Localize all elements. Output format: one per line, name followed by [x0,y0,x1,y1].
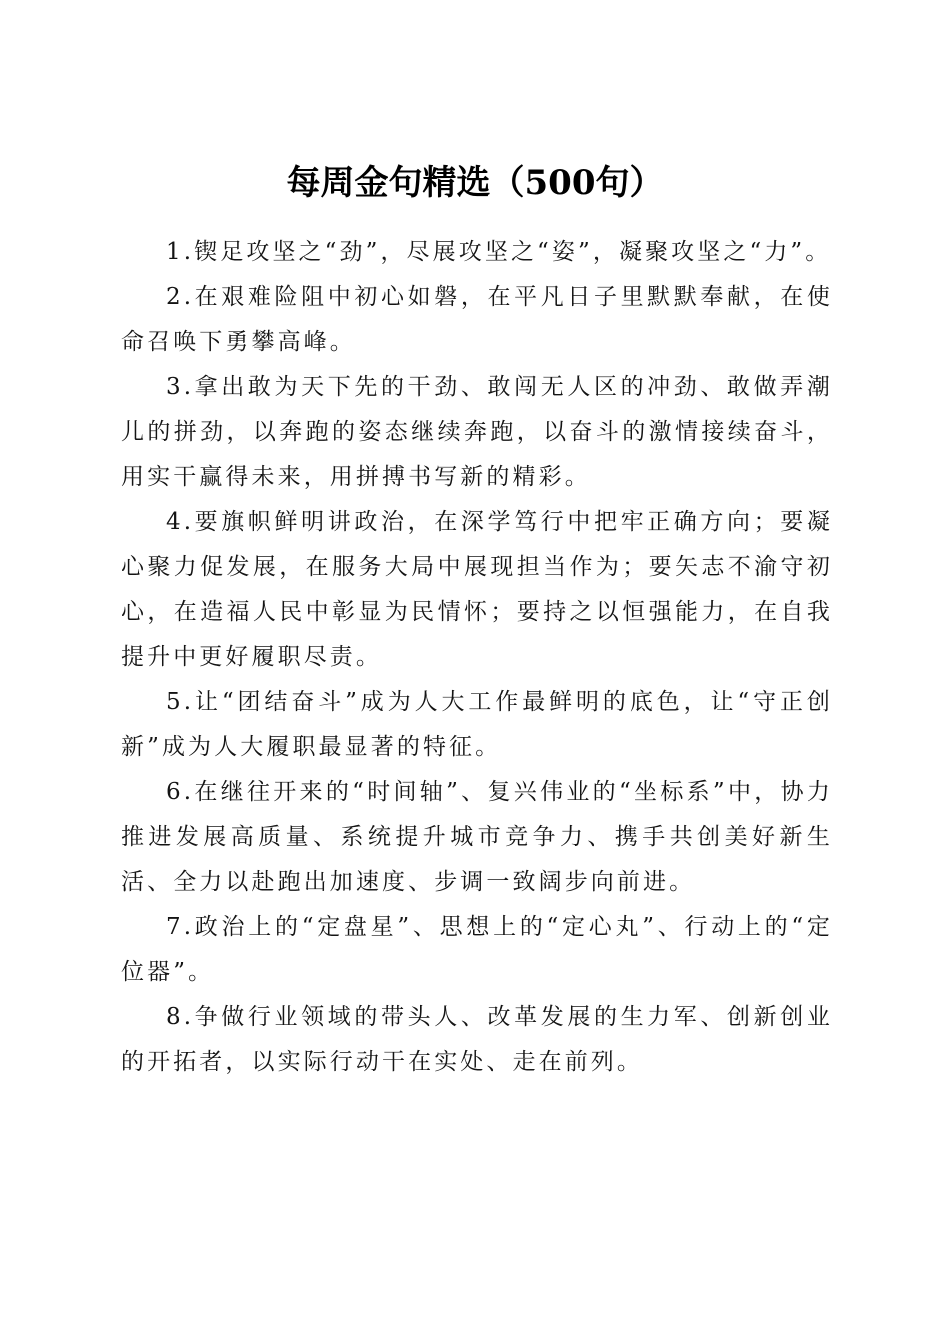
quote-item-2: 2.在艰难险阻中初心如磐，在平凡日子里默默奉献，在使命召唤下勇攀高峰。 [121,284,833,355]
quote-list [121,230,833,1085]
quote-item-6: 6.在继往开来的“时间轴”、复兴伟业的“坐标系”中，协力推进发展高质量、系统提升城市竞争力、携手共创美好新生活、全力以赴跑出加速度、步调一致阔步向前进。 [121,779,833,895]
quote-item-1: 1.锲足攻坚之“劲”，尽展攻坚之“姿”，凝聚攻坚之“力”。 [166,239,832,265]
quote-item-5: 5.让“团结奋斗”成为人大工作最鲜明的底色，让“守正创新”成为人大履职最显著的特征。 [121,689,833,760]
quote-item-4: 4.要旗帜鲜明讲政治，在深学笃行中把牢正确方向；要凝心聚力促发展，在服务大局中展现担当作为；要矢志不渝守初心，在造福人民中彰显为民情怀；要持之以恒强能力，在自我提升中更好履职尽责。 [121,509,833,670]
quote-item-3: 3.拿出敢为天下先的干劲、敢闯无人区的冲劲、敢做弄潮儿的拼劲，以奔跑的姿态继续奔跑，以奋斗的激情接续奋斗，用实干赢得未来，用拼搏书写新的精彩。 [121,374,833,490]
page-title: 每周金句精选（500句） [286,162,664,203]
quote-item-8: 8.争做行业领域的带头人、改革发展的生力军、创新创业的开拓者，以实际行动干在实处、走在前列。 [121,1004,833,1075]
quote-item-7: 7.政治上的“定盘星”、思想上的“定心丸”、行动上的“定位器”。 [121,914,833,985]
